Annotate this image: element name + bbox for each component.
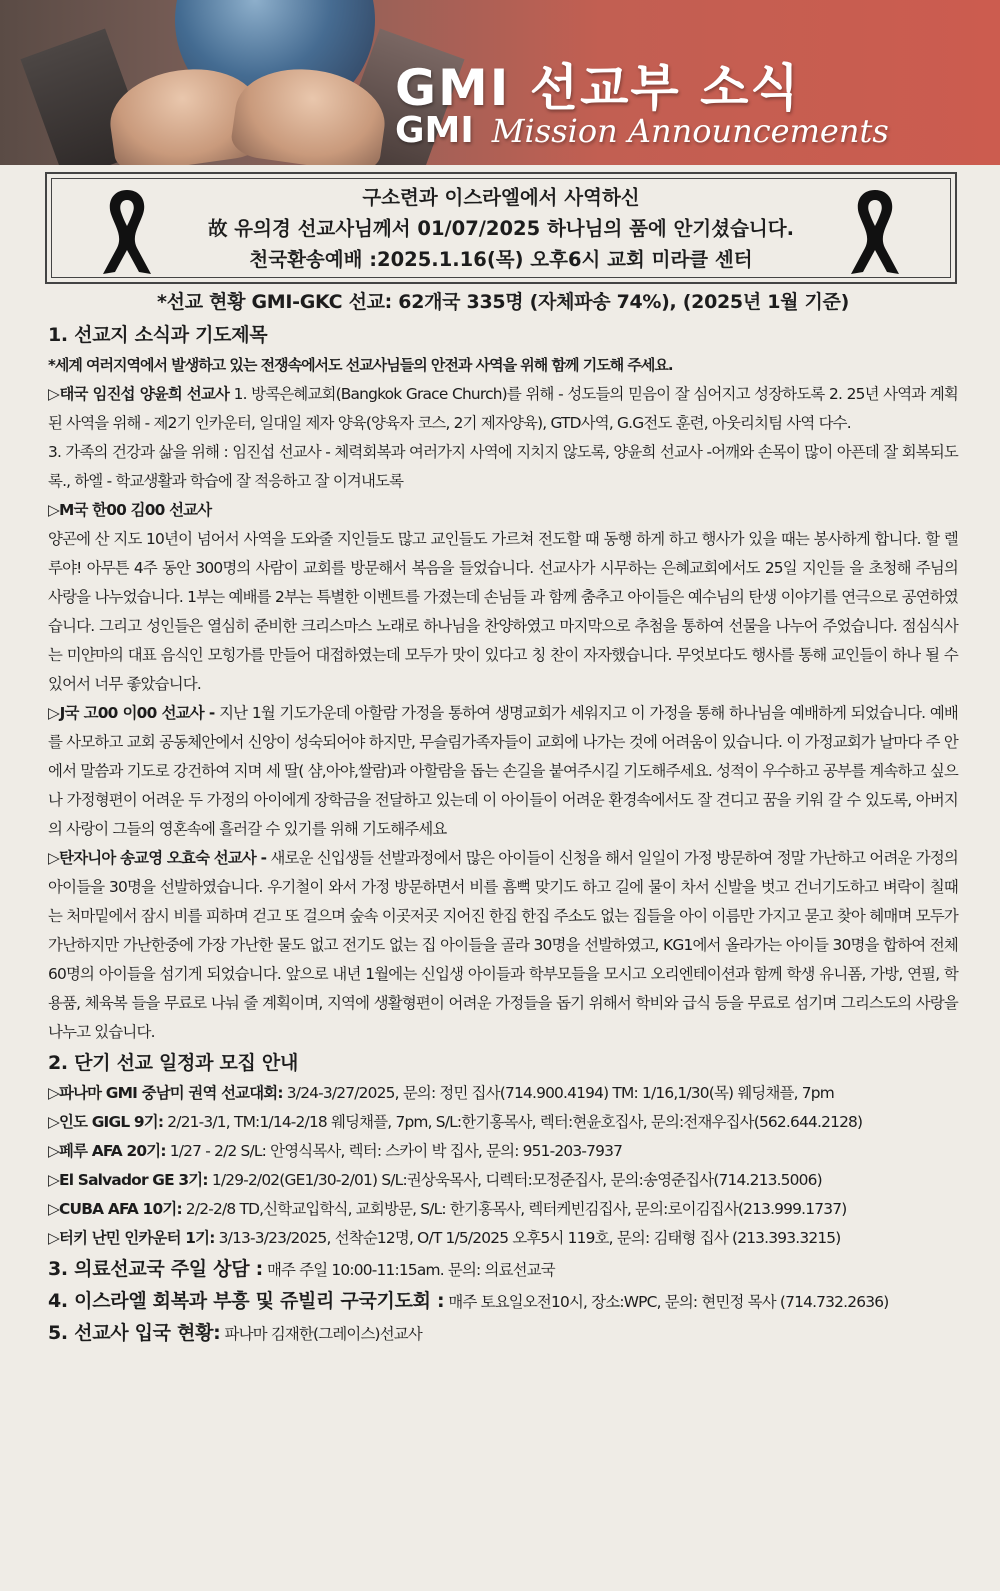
memorial-notice: [45, 172, 957, 284]
missionary-label: ▷탄자니아 송교영 오효숙 선교사 -: [48, 849, 267, 867]
section-text: 매주 토요일오전10시, 장소:WPC, 문의: 현민정 목사 (714.732.2636): [444, 1293, 889, 1311]
report-text: 새로운 신입생들 선발과정에서 많은 아이들이 신청을 해서 일일이 가정 방문하여 정말 가난하고 어려운 가정의 아이들을 30명을 선발하였습니다. 우기철이 와서 가정 방문하면서 비를 흠뻑 맞기도 하고 길에 물이 차서 신발을 벗고 건너기도하고 벼락이 칠때는 처마밑에서 잠시 비를 피하며 걷고 또 걸으며 숲속 이곳저곳 지어진 한집 한집 주소도 없는 집들을 아이 이름만 가지고 묻고 찾아 헤매며 모두가 가난하지만 가난한중에 가장 가난한 물도 없고 전기도 없는 집 아이들을 골라 30명을 선발하였고, KG1에서 올라가는 아이들 30명을 합하여 전체 60명의 아이들을 섬기게 되었습니다. 앞으로 내년 1월에는 신입생 아이들과 학부모들을 모시고 오리엔테이션과 함께 학생 유니폼, 가방, 연필, 학용품, 체육복 들을 무료로 나눠 줄 계획이며, 지역에 생활형편이 어려운 가정들을 돕기 위해서 학비와 급식 등을 무료로 섬기며 그리스도의 사랑을 나누고 있습니다.: [48, 849, 959, 1041]
notice-line: 故 유의경 선교사님께서 01/07/2025 하나님의 품에 안기셨습니다.: [207, 217, 794, 240]
thailand-report: [48, 380, 958, 438]
trip-text: 3/13-3/23/2025, 선착순12명, O/T 1/5/2025 오후5시 119호, 문의: 김태형 집사 (213.393.3215): [214, 1229, 841, 1247]
trip-text: 1/27 - 2/2 S/L: 안영식목사, 렉터: 스카이 박 집사, 문의: 951-203-7937: [165, 1142, 623, 1160]
subtitle-gmi: GMI: [395, 110, 474, 151]
ribbon-icon: [95, 186, 159, 278]
trip-label: ▷파나마 GMI 중남미 권역 선교대회:: [48, 1084, 283, 1102]
section-title: 3. 의료선교국 주일 상담 :: [48, 1258, 263, 1280]
ribbon-icon: [843, 186, 907, 278]
m-country-report: 양곤에 산 지도 10년이 넘어서 사역을 도와줄 지인들도 많고 교인들도 가르쳐 전도할 때 동행 하게 하고 행사가 있을 때는 봉사하게 합니다. 할 렐루야! 아무튼 4주 동안 300명의 사람이 교회를 방문해서 복음을 들었습니다. 선교사가 시무하는 은혜교회에서도 25일 지인들 을 초청해 주님의 사랑을 나누었습니다. 1부는 예배를 2부는 특별한 이벤트를 가졌는데 손님들 과 함께 춤추고 아이들은 예수님의 탄생 이야기를 연극으로 공연하였습니다. 그리고 성인들은 열심히 준비한 크리스마스 노래로 하나님을 찬양하였고 마지막으로 추첨을 통하여 선물을 나누어 주었습니다. 점심식사는 미얀마의 대표 음식인 모힝가를 만들어 대접하였는데 모두가 맛이 있다고 칭 찬이 자자했습니다. 무엇보다도 행사를 통해 교인들이 하나 될 수 있어서 너무 좋았습니다.: [48, 530, 958, 693]
missionary-label: ▷태국 임진섭 양윤희 선교사: [48, 385, 230, 403]
israel-prayer: [48, 1285, 958, 1317]
notice-line: 구소련과 이스라엘에서 사역하신: [362, 186, 640, 209]
list-item: [48, 1195, 958, 1224]
notice-line: 천국환송예배 :2025.1.16(목) 오후6시 교회 미라클 센터: [249, 248, 753, 271]
trip-text: 3/24-3/27/2025, 문의: 정민 집사(714.900.4194) TM: 1/16,1/30(목) 웨딩채플, 7pm: [282, 1084, 834, 1102]
medical-consult: [48, 1253, 958, 1285]
announcement-content: [48, 287, 958, 1349]
prayer-intro: *세계 여러지역에서 발생하고 있는 전쟁속에서도 선교사님들의 안전과 사역을 위해 함께 기도해 주세요.: [48, 356, 673, 374]
section-title: 5. 선교사 입국 현황:: [48, 1322, 221, 1344]
tanzania-report: [48, 844, 958, 1047]
thailand-report-family: 3. 가족의 건강과 삶을 위해 : 임진섭 선교사 - 체력회복과 여러가지 사역에 지치지 않도록, 양윤희 선교사 -어깨와 손목이 많이 아픈데 잘 회복되도록., 하엘 - 학교생활과 학습에 잘 적응하고 잘 이겨내도록: [48, 443, 958, 490]
trip-label: ▷페루 AFA 20기:: [48, 1142, 166, 1160]
section-title: 2. 단기 선교 일정과 모집 안내: [48, 1052, 299, 1074]
section-text: 파나마 김재한(그레이스)선교사: [220, 1325, 422, 1343]
section-text: 매주 주일 10:00-11:15am. 문의: 의료선교국: [262, 1261, 555, 1279]
page-subtitle: [395, 110, 889, 151]
trip-label: ▷El Salvador GE 3기:: [48, 1171, 208, 1189]
trip-label: ▷터키 난민 인카운터 1기:: [48, 1229, 215, 1247]
missionary-label: ▷M국 한00 김00 선교사: [48, 501, 212, 519]
list-item: [48, 1166, 958, 1195]
list-item: [48, 1079, 958, 1108]
list-item: [48, 1108, 958, 1137]
report-text: 1. 방콕은혜교회(Bangkok Grace Church)를 위해 - 성도들의 믿음이 잘 심어지고 성장하도록 2. 25년 사역과 계획된 사역을 위해 - 제2기 인카운터, 일대일 제자 양육(양육자 코스, 2기 제자양육), GTD사역, G.G전도 훈련, 아웃리치팀 사역 다수.: [48, 385, 958, 432]
trip-text: 2/2-2/8 TD,신학교입학식, 교회방문, S/L: 한기홍목사, 렉터케빈김집사, 문의:로이김집사(213.999.1737): [181, 1200, 847, 1218]
page-title: GMI 선교부 소식: [395, 59, 801, 117]
notice-text: [187, 182, 815, 275]
short-term-list: [48, 1079, 958, 1253]
header-banner: [0, 0, 1000, 165]
trip-label: ▷인도 GIGL 9기:: [48, 1113, 164, 1131]
trip-label: ▷CUBA AFA 10기:: [48, 1200, 182, 1218]
section-title: 4. 이스라엘 회복과 부흥 및 쥬빌리 구국기도회 :: [48, 1290, 445, 1312]
report-text: 지난 1월 기도가운데 아할람 가정을 통하여 생명교회가 세워지고 이 가정을 통해 하나님을 예배하게 되었습니다. 예배를 사모하고 교회 공동체안에서 신앙이 성숙되어야 하지만, 무슬림가족자들이 교회에 나가는 것에 어려움이 있습니다. 이 가정교회가 날마다 주 안에서 말씀과 기도로 강건하여 지며 세 딸( 샴,아야,쌀람)과 아할람을 돕는 손길을 붙여주시길 기도해주세요. 성적이 우수하고 공부를 계속하고 싶으나 가정형편이 어려운 두 가정의 아이에게 장학금을 전달하고 있는데 이 아이들이 어려운 환경속에서도 잘 견디고 꿈을 키워 갈 수 있도록, 아버지의 사랑이 그들의 영혼속에 흘러갈 수 있기를 위해 기도해주세요: [48, 704, 959, 838]
mission-status: *선교 현황 GMI-GKC 선교: 62개국 335명 (자체파송 74%), (2025년 1월 기준): [157, 291, 849, 313]
j-country-report: [48, 699, 958, 844]
trip-text: 2/21-3/1, TM:1/14-2/18 웨딩채플, 7pm, S/L:한기홍목사, 렉터:현윤호집사, 문의:전재우집사(562.644.2128): [163, 1113, 863, 1131]
missionary-label: ▷J국 고00 이00 선교사 -: [48, 704, 215, 722]
section-title: 1. 선교지 소식과 기도제목: [48, 324, 268, 346]
list-item: [48, 1137, 958, 1166]
missionary-arrival: [48, 1317, 958, 1349]
trip-text: 1/29-2/02(GE1/30-2/01) S/L:권상욱목사, 디렉터:모정준집사, 문의:송영준집사(714.213.5006): [207, 1171, 822, 1189]
list-item: [48, 1224, 958, 1253]
subtitle-script: Mission Announcements: [491, 112, 889, 150]
